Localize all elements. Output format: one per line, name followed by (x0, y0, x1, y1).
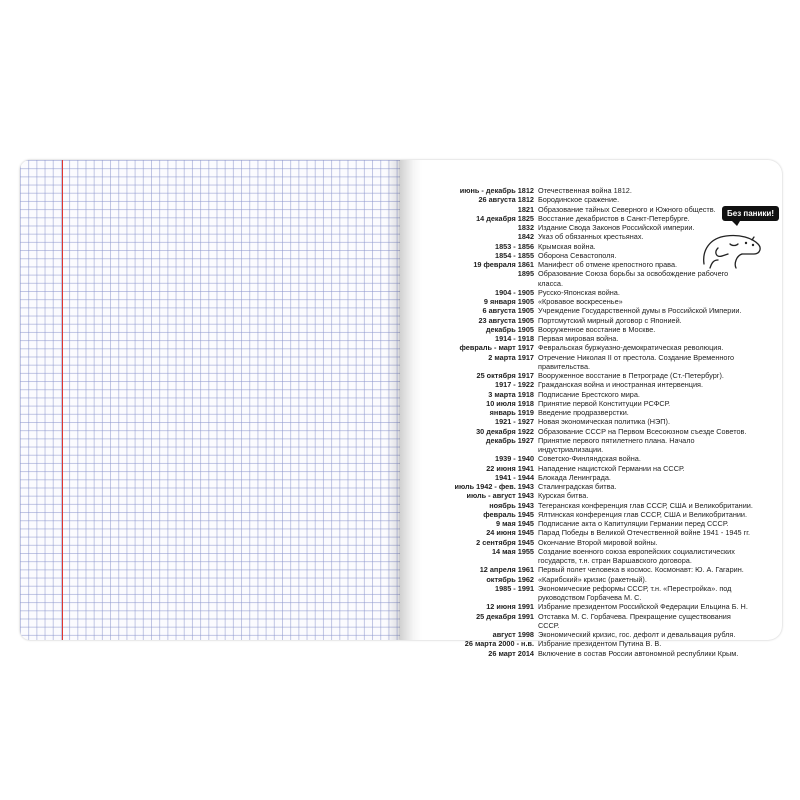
timeline-event: Подписание Брестского мира. (538, 389, 640, 399)
timeline-date: 1904 - 1905 (495, 287, 534, 297)
timeline-row (400, 473, 782, 482)
timeline-row (400, 371, 782, 380)
timeline-event: Учреждение Государственной думы в Российской Империи. (538, 306, 742, 316)
timeline-event: Курская битва. (538, 491, 589, 501)
timeline-date: 1854 - 1855 (495, 250, 534, 260)
timeline-event: Тегеранская конференция глав СССР, США и Великобритании. (538, 500, 753, 510)
timeline-date: 14 декабря 1825 (476, 213, 534, 223)
timeline-row (400, 380, 782, 389)
timeline-date: 26 августа 1812 (478, 195, 534, 205)
timeline-date: 14 мая 1955 (491, 546, 534, 556)
timeline-event: «Карибский» кризис (ракетный). (538, 574, 647, 584)
timeline-row (400, 408, 782, 417)
margin-line (62, 160, 63, 640)
timeline-event: Восстание декабристов в Санкт-Петербурге. (538, 213, 690, 223)
timeline-event: Советско-Финляндская война. (538, 454, 641, 464)
timeline-event: Образование тайных Северного и Южного обществ. (538, 204, 716, 214)
timeline-date: январь 1919 (489, 408, 534, 417)
timeline-row (400, 436, 782, 455)
timeline-date: февраль - март 1917 (459, 343, 534, 353)
left-page-grid (20, 160, 400, 640)
timeline-event: Первая мировая война. (538, 334, 619, 343)
timeline-row (400, 390, 782, 399)
timeline-date: 23 августа 1905 (478, 315, 534, 325)
timeline-row (400, 195, 782, 204)
timeline-date: 26 март 2014 (488, 648, 534, 658)
timeline-event: Манифест об отмене крепостного права. (538, 260, 678, 269)
timeline-row (400, 584, 782, 603)
timeline-date: 12 апреля 1961 (479, 565, 534, 575)
timeline-row (400, 316, 782, 325)
timeline-date: 1842 (517, 232, 534, 242)
timeline-event: Экономические реформы СССР, т.н. «Перестройка». под руководством Горбачева М. С. (538, 583, 732, 602)
timeline-event: Февральская буржуазно-демократическая революция. (538, 343, 724, 353)
timeline-event: Включение в состав России автономной республики Крым. (538, 648, 739, 658)
timeline-date: 12 июня 1991 (486, 602, 534, 612)
timeline-date: 24 июня 1945 (486, 528, 534, 538)
timeline-event: Подписание акта о Капитуляции Германии перед СССР. (538, 519, 729, 528)
timeline-event: Принятие первого пятилетнего плана. Начало индустриализации. (538, 435, 695, 454)
timeline-event: Гражданская война и иностранная интервенция. (538, 380, 704, 390)
timeline-date: 22 июня 1941 (486, 463, 534, 473)
timeline-row (400, 565, 782, 574)
timeline-date: 1821 (517, 204, 534, 214)
timeline-date: 30 декабря 1922 (476, 426, 534, 436)
timeline-row (400, 538, 782, 547)
timeline-row (400, 306, 782, 315)
timeline-row (400, 630, 782, 639)
timeline-event: Оборона Севастополя. (538, 250, 617, 260)
timeline-row (400, 649, 782, 658)
timeline-row (400, 482, 782, 491)
timeline-date: 1832 (517, 223, 534, 232)
timeline-row (400, 454, 782, 463)
timeline-row (400, 639, 782, 648)
timeline-row (400, 491, 782, 500)
timeline-event: Крымская война. (538, 241, 596, 251)
timeline-event: Первый полет человека в космос. Космонавт: Ю. А. Гагарин. (538, 565, 744, 575)
timeline-date: 2 сентября 1945 (476, 537, 534, 547)
timeline-event: Сталинградская битва. (538, 482, 617, 491)
timeline-row (400, 269, 782, 288)
timeline-row (400, 427, 782, 436)
timeline-event: Принятие первой Конституции РСФСР. (538, 398, 671, 408)
timeline-row (400, 612, 782, 631)
timeline-date: 1917 - 1922 (495, 380, 534, 390)
timeline-date: 9 января 1905 (483, 297, 534, 306)
timeline-date: 25 октября 1917 (476, 371, 534, 380)
timeline-row (400, 519, 782, 528)
timeline-event: Окончание Второй мировой войны. (538, 537, 658, 547)
timeline-event: Создание военного союза европейских социалистических государств, т.н. стран Варшавского договора. (538, 546, 735, 565)
timeline-row (400, 334, 782, 343)
timeline-date: 6 августа 1905 (482, 306, 534, 316)
timeline-row (400, 575, 782, 584)
timeline-date: ноябрь 1943 (489, 500, 534, 510)
timeline-row (400, 288, 782, 297)
timeline-event: Отечественная война 1812. (538, 186, 632, 195)
timeline-date: июль - август 1943 (466, 491, 534, 501)
timeline-date: июль 1942 - фев. 1943 (454, 482, 534, 491)
timeline-event: Бородинское сражение. (538, 195, 620, 205)
timeline-date: август 1998 (492, 630, 534, 639)
page-fold-shadow (386, 160, 400, 640)
timeline-event: Издание Свода Законов Российской империи. (538, 223, 695, 232)
timeline-event: Блокада Ленинграда. (538, 472, 611, 482)
timeline-date: 10 июля 1918 (486, 398, 534, 408)
timeline-row (400, 602, 782, 611)
notebook-spread (20, 160, 782, 658)
timeline-row (400, 464, 782, 473)
timeline-row (400, 325, 782, 334)
timeline-date: октябрь 1962 (486, 574, 534, 584)
timeline-event: Образование СССР на Первом Всесоюзном съезде Советов. (538, 426, 747, 436)
timeline-date: 1985 - 1991 (495, 583, 534, 593)
timeline-date: 1895 (517, 269, 534, 279)
timeline-event: Избрание президентом Путина В. В. (538, 639, 662, 649)
timeline-row (400, 186, 782, 195)
timeline-date: 3 марта 1918 (488, 389, 534, 399)
timeline-row (400, 547, 782, 566)
timeline-event: Портсмутский мирный договор с Японией. (538, 315, 682, 325)
timeline-date: февраль 1945 (483, 509, 534, 519)
right-page (400, 160, 782, 658)
timeline-event: Указ об обязанных крестьянах. (538, 232, 644, 242)
timeline-event: Вооруженное восстание в Москве. (538, 324, 656, 334)
timeline-date: 26 марта 2000 - н.в. (464, 639, 534, 649)
timeline-event: Введение продразверстки. (538, 408, 629, 417)
timeline-date: 1914 - 1918 (495, 334, 534, 343)
timeline-date: 19 февраля 1861 (473, 260, 534, 269)
timeline-event: Вооруженное восстание в Петрограде (Ст.-Петербург). (538, 371, 724, 380)
timeline-date: декабрь 1905 (485, 324, 534, 334)
timeline-date: 1853 - 1856 (495, 241, 534, 251)
timeline-event: Ялтинская конференция глав СССР, США и Великобритании. (538, 509, 748, 519)
timeline-date: 1939 - 1940 (495, 454, 534, 464)
timeline-event: Нападение нацистской Германии на СССР. (538, 463, 685, 473)
timeline-date: 9 мая 1945 (496, 519, 534, 528)
timeline-date: декабрь 1927 (485, 435, 534, 445)
timeline-event: Образование Союза борьбы за освобождение рабочего класса. (538, 269, 729, 288)
timeline-row (400, 399, 782, 408)
timeline-row (400, 343, 782, 352)
timeline-event: Русско-Японская война. (538, 287, 620, 297)
timeline-date: 25 декабря 1991 (476, 611, 534, 621)
timeline-row (400, 417, 782, 426)
timeline-row (400, 353, 782, 372)
timeline-event: Экономический кризис, гос. дефолт и девальвация рубля. (538, 630, 736, 639)
timeline-date: 1941 - 1944 (495, 472, 534, 482)
timeline-event: Новая экономическая политика (НЭП). (538, 417, 670, 427)
timeline-row (400, 297, 782, 306)
timeline-event: Отставка М. С. Горбачева. Прекращение существования СССР. (538, 611, 731, 630)
timeline-event: «Кровавое воскресенье» (538, 297, 623, 306)
speech-bubble: Без паники! (722, 206, 779, 221)
timeline-event: Избрание президентом Российской Федерации Ельцина Б. Н. (538, 602, 748, 612)
timeline-date: июнь - декабрь 1812 (459, 186, 534, 195)
timeline-date: 1921 - 1927 (495, 417, 534, 427)
timeline-date: 2 марта 1917 (488, 352, 534, 362)
timeline-row (400, 501, 782, 510)
timeline-event: Парад Победы в Великой Отечественной войне 1941 - 1945 гг. (538, 528, 751, 538)
timeline-row (400, 510, 782, 519)
timeline-row (400, 528, 782, 537)
timeline-event: Отречение Николая II от престола. Создание Временного правительства. (538, 352, 735, 371)
mascot-illustration (696, 224, 768, 268)
